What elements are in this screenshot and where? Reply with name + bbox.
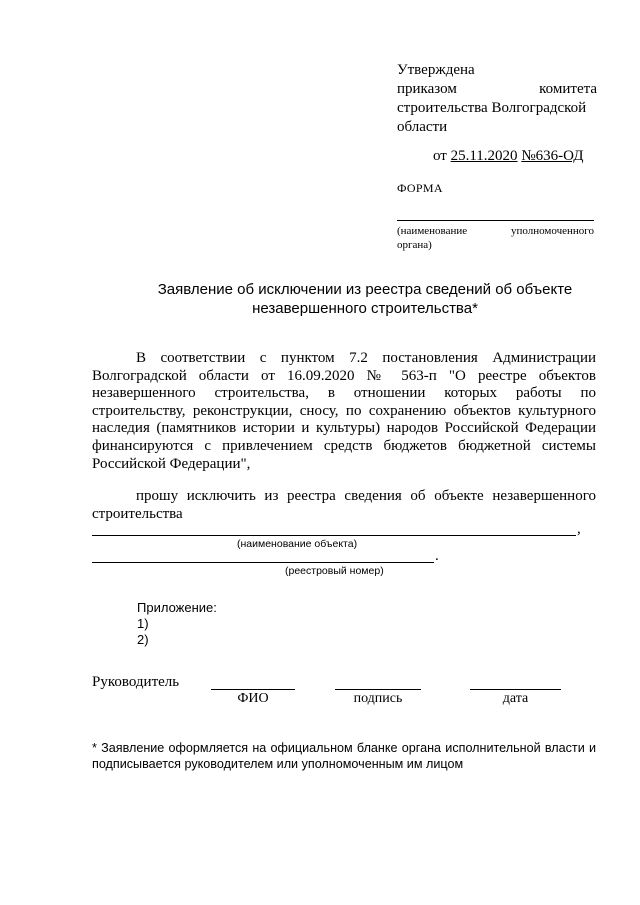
authority-caption <box>397 224 594 252</box>
title-line1: Заявление об исключении из реестра сведений об объекте <box>157 281 573 298</box>
body-paragraph-2: прошу исключить из реестра сведения об объекте незавершенного строительства <box>92 488 596 522</box>
appendix-item-2: 2) <box>137 632 149 647</box>
fio-line <box>211 689 295 690</box>
signature-line <box>335 689 421 690</box>
date-caption: дата <box>502 691 529 706</box>
footnote: * Заявление оформляется на официальном бланке органа исполнительной власти и подписывается руководителем или уполномоченным им лицом <box>92 741 596 771</box>
signature-caption: подпись <box>353 691 403 706</box>
head-label: Руководитель <box>92 674 180 690</box>
object-name-caption: (наименование объекта) <box>237 538 358 550</box>
approval-block <box>397 61 597 137</box>
approval-line2 <box>397 80 597 99</box>
authority-line <box>397 220 594 221</box>
fio-caption: ФИО <box>237 691 269 706</box>
document-title <box>110 280 620 318</box>
order-reference <box>433 148 583 165</box>
authority-caption-row <box>397 224 594 238</box>
registry-number-line <box>92 562 434 563</box>
appendix-block <box>137 600 217 648</box>
approval-line2-right: комитета <box>539 81 597 97</box>
title-line2: незавершенного строительства* <box>252 300 478 317</box>
approval-line3: строительства Волгоградской <box>397 100 587 116</box>
approval-line1: Утверждена <box>397 62 475 78</box>
body-paragraph-1: В соответствии с пунктом 7.2 постановления Администрации Волгоградской области от 16.09.2020 № 563-п "О реестре объектов незавершенного строительства, в отношении которых работы по строительству, реконструкции, сносу, по сохранению объектов культурного наследия (памятников истории и культуры) народов Российской Федерации финансируются с привлечением средств бюджетов бюджетной системы Российской Федерации", <box>92 350 596 472</box>
date-line <box>470 689 561 690</box>
approval-line4: области <box>397 119 448 135</box>
authority-caption-line2: органа) <box>397 239 432 251</box>
order-date: 25.11.2020 <box>450 148 518 164</box>
form-label: ФОРМА <box>397 181 443 195</box>
authority-caption-left: (наименование <box>397 225 468 237</box>
registry-number-caption: (реестровый номер) <box>285 565 384 577</box>
appendix-label: Приложение: <box>137 600 217 615</box>
appendix-item-1: 1) <box>137 616 149 631</box>
approval-line2-left: приказом <box>397 81 457 97</box>
order-prefix: от <box>433 148 447 164</box>
authority-caption-right: уполномоченного <box>510 225 594 237</box>
registry-dot: . <box>435 548 439 564</box>
object-name-line <box>92 535 576 536</box>
object-comma: , <box>577 521 581 537</box>
order-number: №636-ОД <box>521 148 584 164</box>
